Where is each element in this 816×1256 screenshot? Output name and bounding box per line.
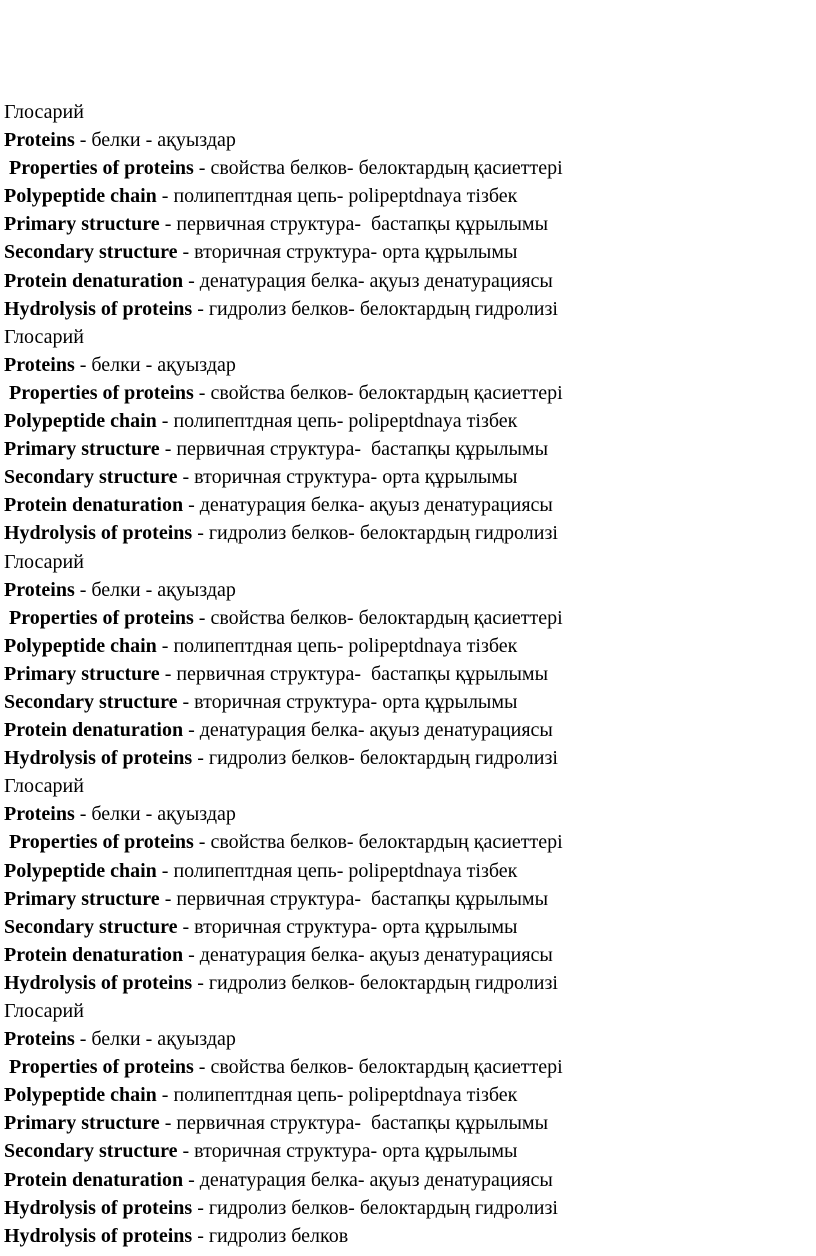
glossary-entry [4, 1194, 812, 1222]
glossary-entry [4, 1081, 812, 1109]
glossary-term: Hydrolysis of proteins [4, 747, 193, 770]
glossary-term: Secondary structure [4, 690, 178, 713]
glossary-term: Proteins [4, 1028, 75, 1051]
glossary-entry [4, 660, 812, 688]
glossary-term: Properties of proteins [9, 1056, 194, 1079]
glossary-term: Secondary structure [4, 466, 178, 489]
glossary-definition: - гидролиз белков [192, 1224, 349, 1247]
glossary-entry [4, 519, 812, 547]
glossary-definition: - белки - ақуыздар [74, 1028, 236, 1051]
glossary-term: Protein denaturation [4, 269, 184, 292]
glossary-term: Primary structure [4, 213, 160, 236]
glossary-entry [4, 435, 812, 463]
glossary-term: Hydrolysis of proteins [4, 297, 193, 320]
glossary-entry [4, 1053, 812, 1081]
glossary-term: Proteins [4, 578, 75, 601]
glossary-entry [4, 463, 812, 491]
glossary-entry [4, 182, 812, 210]
glossary-entry [4, 576, 812, 604]
glossary-definition: - гидролиз белков- белоктардың гидролизі [192, 971, 558, 994]
glossary-definition: - первичная структура- бастапқы құрылымы [159, 438, 549, 461]
glossary-entry [4, 126, 812, 154]
glossary-term: Properties of proteins [9, 606, 194, 629]
glossary-definition: - денатурация белка- ақуыз денатурациясы [183, 1168, 553, 1191]
glossary-definition: - вторичная структура- орта құрылымы [177, 466, 518, 489]
glossary-entry [4, 885, 812, 913]
glossary-definition: - белки - ақуыздар [74, 578, 236, 601]
glossary-definition: - гидролиз белков- белоктардың гидролизі [192, 297, 558, 320]
glossary-heading: Глосарий [4, 775, 84, 798]
glossary-entry [4, 688, 812, 716]
glossary-entry [4, 1222, 812, 1250]
glossary-definition: - первичная структура- бастапқы құрылымы [159, 1112, 549, 1135]
glossary-entry [4, 604, 812, 632]
glossary-definition: - гидролиз белков- белоктардың гидролизі [192, 1196, 558, 1219]
glossary-definition: - вторичная структура- орта құрылымы [177, 915, 518, 938]
glossary-definition: - белки - ақуыздар [74, 803, 236, 826]
glossary-entry [4, 913, 812, 941]
glossary-term: Proteins [4, 129, 75, 152]
glossary-entry [4, 491, 812, 519]
glossary-term: Primary structure [4, 438, 160, 461]
glossary-entry [4, 800, 812, 828]
glossary-definition: - свойства белков- белоктардың қасиеттері [193, 1056, 563, 1079]
glossary-entry [4, 828, 812, 856]
glossary-entry [4, 407, 812, 435]
glossary-term: Primary structure [4, 1112, 160, 1135]
glossary-entry [4, 941, 812, 969]
glossary-term: Secondary structure [4, 1140, 178, 1163]
glossary-definition: - первичная структура- бастапқы құрылымы [159, 887, 549, 910]
glossary-term: Polypeptide chain [4, 1084, 157, 1107]
glossary-entry [4, 744, 812, 772]
glossary-term: Properties of proteins [9, 831, 194, 854]
glossary-heading: Глосарий [4, 325, 84, 348]
glossary-term: Hydrolysis of proteins [4, 1196, 193, 1219]
glossary-term: Protein denaturation [4, 494, 184, 517]
glossary-definition: - денатурация белка- ақуыз денатурациясы [183, 494, 553, 517]
glossary-term: Protein denaturation [4, 1168, 184, 1191]
glossary-definition: - полипептдная цепь- polipeptdnaya тізбек [156, 859, 518, 882]
glossary-term: Protein denaturation [4, 943, 184, 966]
glossary-entry [4, 351, 812, 379]
glossary-definition: - полипептдная цепь- polipeptdnaya тізбек [156, 634, 518, 657]
glossary-definition: - белки - ақуыздар [74, 129, 236, 152]
glossary-term: Properties of proteins [9, 157, 194, 180]
glossary-definition: - свойства белков- белоктардың қасиеттері [193, 381, 563, 404]
glossary-definition: - первичная структура- бастапқы құрылымы [159, 213, 549, 236]
glossary-entry [4, 969, 812, 997]
glossary-term: Hydrolysis of proteins [4, 522, 193, 545]
glossary-term: Protein denaturation [4, 719, 184, 742]
glossary-entry [4, 210, 812, 238]
glossary-definition: - белки - ақуыздар [74, 353, 236, 376]
glossary-definition: - полипептдная цепь- polipeptdnaya тізбек [156, 185, 518, 208]
glossary-heading: Глосарий [4, 101, 84, 123]
glossary-definition: - гидролиз белков- белоктардың гидролизі [192, 522, 558, 545]
glossary-term: Primary structure [4, 887, 160, 910]
glossary-definition: - денатурация белка- ақуыз денатурациясы [183, 719, 553, 742]
glossary-entry [4, 238, 812, 266]
glossary-entry [4, 632, 812, 660]
glossary-definition: - гидролиз белков- белоктардың гидролизі [192, 747, 558, 770]
glossary-entry [4, 1025, 812, 1053]
glossary-term: Primary structure [4, 662, 160, 685]
glossary-term: Secondary structure [4, 241, 178, 264]
glossary-entry [4, 716, 812, 744]
glossary-heading: Глосарий [4, 550, 84, 573]
glossary-entry [4, 857, 812, 885]
glossary-entry [4, 267, 812, 295]
glossary-term: Polypeptide chain [4, 634, 157, 657]
glossary-term: Secondary structure [4, 915, 178, 938]
glossary-definition: - денатурация белка- ақуыз денатурациясы [183, 943, 553, 966]
glossary-term: Proteins [4, 353, 75, 376]
glossary-term: Hydrolysis of proteins [4, 1224, 193, 1247]
glossary-heading: Глосарий [4, 1000, 84, 1022]
glossary-entry [4, 1109, 812, 1137]
glossary-definition: - вторичная структура- орта құрылымы [177, 1140, 518, 1163]
glossary-entry [4, 295, 812, 323]
glossary-term: Polypeptide chain [4, 410, 157, 433]
glossary-entry [4, 154, 812, 182]
glossary-definition: - вторичная структура- орта құрылымы [177, 241, 518, 264]
glossary-entry [4, 1137, 812, 1165]
glossary-document [4, 98, 812, 1250]
glossary-definition: - полипептдная цепь- polipeptdnaya тізбек [156, 410, 518, 433]
glossary-term: Proteins [4, 803, 75, 826]
glossary-definition: - свойства белков- белоктардың қасиеттері [193, 831, 563, 854]
glossary-definition: - полипептдная цепь- polipeptdnaya тізбек [156, 1084, 518, 1107]
glossary-term: Polypeptide chain [4, 185, 157, 208]
glossary-term: Hydrolysis of proteins [4, 971, 193, 994]
glossary-term: Polypeptide chain [4, 859, 157, 882]
glossary-entry [4, 1166, 812, 1194]
glossary-definition: - свойства белков- белоктардың қасиеттері [193, 157, 563, 180]
glossary-term: Properties of proteins [9, 381, 194, 404]
glossary-definition: - денатурация белка- ақуыз денатурациясы [183, 269, 553, 292]
glossary-entry [4, 379, 812, 407]
glossary-definition: - первичная структура- бастапқы құрылымы [159, 662, 549, 685]
glossary-definition: - свойства белков- белоктардың қасиеттері [193, 606, 563, 629]
glossary-definition: - вторичная структура- орта құрылымы [177, 690, 518, 713]
